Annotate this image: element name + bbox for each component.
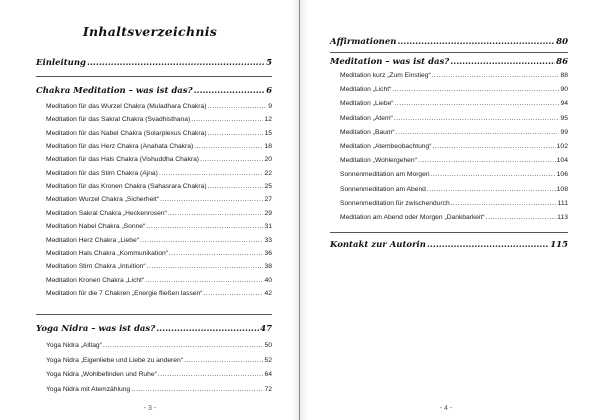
dot-leader	[158, 371, 264, 378]
toc-subentry	[46, 156, 272, 163]
toc-subentry-label: Yoga Nidra „Eigenliebe und Liebe zu anderen“	[46, 356, 183, 364]
toc-subentry	[46, 210, 272, 217]
dot-leader	[103, 342, 264, 349]
toc-subentry-label: Meditation „Liebe“	[340, 100, 394, 108]
dot-leader	[140, 237, 264, 244]
toc-subentry-label: Meditation Sakral Chakra „Heckenrosen“	[46, 209, 167, 217]
toc-subentry	[46, 371, 272, 378]
toc-subentry	[340, 86, 568, 93]
dot-leader	[396, 129, 560, 136]
toc-subentry-label: Meditation für das Hals Chakra (Vishuddha Chakra)	[46, 156, 200, 164]
toc-subentry-label: Meditation Hals Chakra „Kommunikation“	[46, 249, 168, 257]
dot-leader	[160, 196, 264, 203]
toc-entry-affirmationen	[330, 37, 568, 47]
toc-subentry	[46, 130, 272, 137]
dot-leader	[418, 157, 556, 164]
toc-subentry-page: 27	[264, 196, 272, 204]
toc-subentry-page: 108	[556, 185, 568, 193]
dot-leader	[431, 171, 556, 178]
dot-leader	[131, 386, 263, 393]
toc-subentry-label: Meditation am Abend oder Morgen „Dankbarkeit“	[340, 214, 485, 221]
toc-entry-page: 6	[266, 86, 272, 96]
toc-subentry-page: 99	[560, 128, 568, 136]
dot-leader	[397, 37, 555, 47]
toc-subentry-page: 15	[264, 129, 272, 137]
dot-leader	[432, 72, 560, 79]
toc-subentry	[340, 157, 568, 164]
toc-subentry	[46, 103, 272, 110]
dot-leader	[169, 250, 264, 257]
toc-entry-label: Affirmationen	[330, 37, 397, 47]
toc-subentry-page: 22	[264, 169, 272, 177]
toc-subentry-page: 38	[264, 263, 272, 271]
toc-subentry	[46, 170, 272, 177]
toc-subentry	[340, 143, 568, 150]
toc-subentry	[340, 171, 568, 178]
dot-leader	[156, 324, 259, 334]
toc-subentry-page: 113	[557, 214, 568, 221]
dot-leader	[427, 240, 549, 250]
toc-subentry-label: Meditation Herz Chakra „Liebe“	[46, 236, 139, 244]
toc-entry-page: 80	[556, 37, 568, 47]
toc-subentry	[46, 277, 272, 284]
dot-leader	[486, 214, 557, 221]
dot-leader	[450, 57, 555, 67]
toc-subentry	[46, 143, 272, 150]
dot-leader	[395, 100, 560, 107]
toc-subentry-label: Meditation Stirn Chakra „Intuition“	[46, 263, 146, 271]
toc-entry-label: Chakra Meditation – was ist das?	[36, 86, 193, 96]
toc-subentry	[46, 263, 272, 270]
section-divider	[36, 314, 272, 315]
toc-subentry-page: 18	[264, 143, 272, 151]
toc-subentry-page: 20	[264, 156, 272, 164]
toc-entry-label: Einleitung	[36, 58, 86, 68]
toc-subentry-label: Meditation für das Sakral Chakra (Svadhisthana)	[46, 116, 191, 124]
toc-subentry-label: Meditation „Baum“	[340, 128, 395, 136]
toc-entry-meditation	[330, 57, 568, 67]
toc-subentry	[340, 200, 568, 207]
dot-leader	[204, 290, 264, 297]
dot-leader	[200, 156, 263, 163]
toc-subentry-page: 90	[560, 86, 568, 94]
dot-leader	[394, 115, 560, 122]
toc-subentry-label: Meditation für das Herz Chakra (Anahata Chakra)	[46, 143, 194, 151]
toc-subentry	[46, 183, 272, 190]
dot-leader	[208, 130, 264, 137]
toc-subentry-page: 95	[560, 114, 568, 122]
toc-subentry-label: Meditation für das Wurzel Chakra (Muladhara Chakra)	[46, 103, 207, 110]
toc-subentry-label: Yoga Nidra mit Atemzählung	[46, 386, 131, 394]
toc-entry-page: 47	[260, 324, 272, 334]
dot-leader	[392, 86, 559, 93]
toc-title: Inhaltsverzeichnis	[82, 24, 218, 39]
toc-subentry-label: Meditation für die 7 Chakren „Energie fließen lassen“	[46, 289, 203, 297]
right-page	[300, 0, 600, 420]
toc-subentry-page: 52	[264, 356, 272, 364]
toc-subentry	[340, 115, 568, 122]
toc-subentry-page: 42	[264, 289, 272, 297]
dot-leader	[184, 357, 263, 364]
toc-subentry-label: Sonnenmeditation für zwischendurch	[340, 199, 450, 207]
toc-subentry-page: 94	[560, 100, 568, 108]
toc-subentry	[46, 342, 272, 349]
dot-leader	[168, 210, 264, 217]
toc-subentry-label: Meditation für das Stirn Chakra (Ajna)	[46, 169, 158, 177]
toc-subentry-page: 40	[264, 276, 272, 284]
toc-subentry-label: Meditation Wurzel Chakra „Sicherheit“	[46, 196, 159, 204]
toc-subentry-page: 64	[264, 371, 272, 379]
toc-subentry-label: Meditation für das Nabel Chakra (Solarplexus Chakra)	[46, 129, 207, 137]
section-divider	[330, 232, 568, 233]
toc-subentry-label: Yoga Nidra „Wohlbefinden und Ruhe“	[46, 371, 157, 379]
dot-leader	[207, 103, 267, 110]
dot-leader	[145, 277, 263, 284]
toc-subentry	[46, 223, 272, 230]
dot-leader	[87, 58, 265, 68]
toc-subentry-page: 50	[264, 342, 272, 349]
toc-subentry	[46, 357, 272, 364]
dot-leader	[451, 200, 557, 207]
toc-subentry-label: Sonnenmeditation am Abend	[340, 185, 426, 193]
toc-subentry	[46, 250, 272, 257]
dot-leader	[208, 183, 264, 190]
page-number: - 4 -	[439, 405, 453, 412]
toc-entry-label: Meditation – was ist das?	[330, 57, 450, 67]
toc-subentry-label: Meditation „Licht“	[340, 86, 392, 94]
toc-subentry-page: 104	[556, 157, 568, 165]
toc-subentry-page: 102	[556, 143, 568, 150]
toc-subentry	[46, 290, 272, 297]
toc-subentry-label: Yoga Nidra „Alltag“	[46, 342, 102, 349]
toc-subentry-page: 33	[264, 236, 272, 244]
toc-entry-label: Yoga Nidra – was ist das?	[36, 324, 156, 334]
toc-entry-kontakt	[330, 240, 568, 250]
toc-subentry-label: Meditation „Atembeobachtung“	[340, 143, 432, 150]
toc-entry-einleitung	[36, 58, 272, 68]
toc-subentry-page: 106	[556, 171, 568, 179]
dot-leader	[159, 170, 264, 177]
toc-subentry	[340, 186, 568, 193]
dot-leader	[194, 86, 266, 96]
toc-subentry-label: Meditation „Wohlergehen“	[340, 157, 417, 165]
toc-subentry	[340, 72, 568, 79]
page-number: - 3 -	[143, 405, 157, 412]
section-divider	[36, 76, 272, 77]
section-divider	[330, 52, 568, 53]
dot-leader	[191, 116, 263, 123]
toc-entry-chakra-meditation	[36, 86, 272, 96]
toc-subentry-page: 111	[557, 199, 568, 207]
dot-leader	[194, 143, 263, 150]
toc-subentry-page: 36	[264, 249, 272, 257]
toc-subentry	[46, 196, 272, 203]
dot-leader	[427, 186, 556, 193]
toc-subentry-label: Sonnenmeditation am Morgen	[340, 171, 430, 179]
toc-subentry-label: Meditation „Atem“	[340, 114, 393, 122]
toc-entry-label: Kontakt zur Autorin	[330, 240, 426, 250]
toc-subentry-page: 88	[560, 72, 568, 79]
dot-leader	[146, 223, 263, 230]
toc-subentry-page: 12	[264, 116, 272, 124]
toc-subentry-page: 25	[264, 183, 272, 191]
toc-subentry-page: 31	[264, 223, 272, 231]
toc-subentry	[46, 386, 272, 393]
toc-entry-yoga-nidra	[36, 324, 272, 334]
toc-subentry-label: Meditation kurz „Zum Einstieg“	[340, 72, 431, 79]
dot-leader	[432, 143, 555, 150]
toc-subentry-page: 29	[264, 209, 272, 217]
toc-subentry-label: Meditation für das Kronen Chakra (Sahasrara Chakra)	[46, 183, 207, 191]
toc-subentry	[46, 237, 272, 244]
toc-subentry	[340, 214, 568, 221]
toc-subentry-page: 9	[268, 103, 272, 110]
toc-subentry	[340, 100, 568, 107]
toc-subentry-label: Meditation Kronen Chakra „Licht“	[46, 276, 145, 284]
toc-subentry	[340, 129, 568, 136]
toc-entry-page: 86	[556, 57, 568, 67]
toc-subentry	[46, 116, 272, 123]
toc-subentry-page: 72	[264, 386, 272, 394]
toc-entry-page: 5	[266, 58, 272, 68]
dot-leader	[147, 263, 264, 270]
toc-subentry-label: Meditation Nabel Chakra „Sonne“	[46, 223, 146, 231]
toc-entry-page: 115	[550, 240, 568, 250]
